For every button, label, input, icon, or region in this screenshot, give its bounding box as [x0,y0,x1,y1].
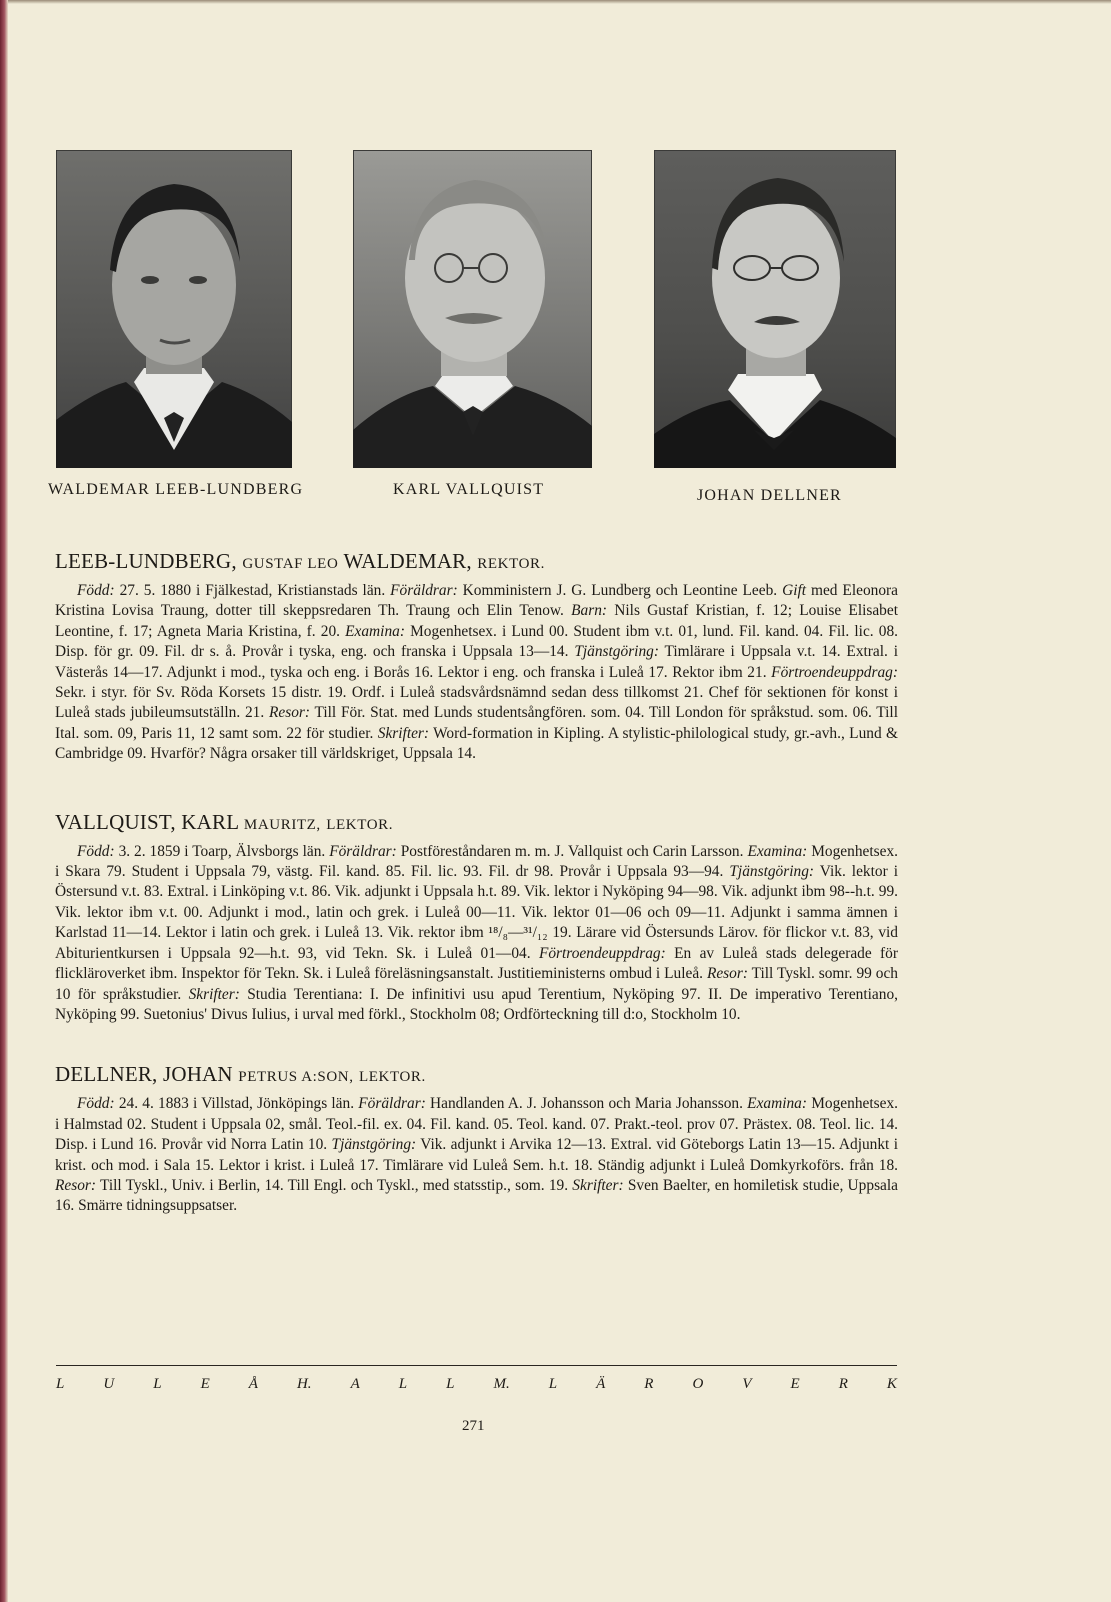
field-label: Tjänstgöring: [574,643,659,661]
entry-heading [55,548,898,577]
running-footer [56,1376,897,1393]
page-binding-edge [0,0,8,1602]
footer-letter: E [200,1376,210,1392]
field-label: Resor: [268,704,311,722]
footer-letter: E [790,1376,800,1392]
footer-letter: K [886,1376,897,1392]
entry-title: LEKTOR. [326,816,394,833]
biography-entry [55,1061,898,1216]
field-label: Född: [77,1095,115,1113]
entry-surname: DELLNER, [55,1062,158,1087]
page-number: 271 [462,1418,485,1434]
footer-letter: A [350,1376,360,1392]
field-label: Tjänstgöring: [331,1136,417,1154]
footer-letter: Å [248,1376,258,1392]
footer-letter: L [548,1376,558,1392]
field-label: Resor: [706,965,748,983]
footer-letter: V [742,1376,752,1392]
biography-entries [55,548,898,1261]
field-label: Resor: [55,1176,97,1194]
footer-rule [56,1365,897,1366]
field-text: Vik. lektor i Östersund v.t. 83. Extral. i Linköping v.t. 86. Vik. adjunkt i Uppsala h.t. 89. Vik. lektor i Nyköping 94—98. Vik. adjunkt ibm 98--h.t. 99. Vik. lektor ibm v.t. 00. Adjunkt i mod., latin och grek. i Luleå 00—11. Vik. lektor 01—06 och 09—11. Adjunkt i samma ämnen i Karlstad 11—14. Lektor i latin och grek. i Luleå 13. Vik. rektor ibm ¹⁸/₈—³¹/₁₂ 19. Lärare vid Östersunds Lärov. för flickor v.t. 83, vid Abiturientkursen i Uppsala 92—h.t. 93, vid Tekn. Sk. i Luleå 01—04. [55,863,898,962]
footer-letter: Ä [596,1376,606,1392]
entry-heading [55,809,898,838]
field-text: Handlanden A. J. Johansson och Maria Johansson. [425,1095,748,1113]
field-text: Mogenhetsex. i Halmstad 02. Student i Uppsala 02, smål. Teol.-fil. ex. 04. Fil. kand. 05. Teol. kand. 07. Prakt.-teol. prov 07. Prästex. 08. Teol. lic. 14. Disp. i Lund 16. Provår vid Norra Latin 10. [55,1095,898,1154]
field-text: med Eleonora Kristina Lovisa Traung, dotter till skeppsredaren Th. Traung och Elin Tenow. [55,582,898,620]
biography-entry [55,809,898,1026]
field-text: Till För. Stat. med Lunds studentsångfören. som. 04. Till London för språkstud. som. 06. Till Ital. som. 09, Paris 11, 12 samt som. 22 för studier. [55,704,898,742]
field-label: Examina: [747,842,808,860]
entry-surname: VALLQUIST, [55,809,176,834]
footer-letter: L [153,1376,162,1392]
field-label: Skrifter: [377,724,430,742]
field-label: Tjänstgöring: [729,863,815,881]
portrait-photo-leeb-lundberg [56,150,292,468]
field-text: Mogenhetsex. i Skara 79. Student i Uppsala 79, västg. Fil. kand. 85. Fil. lic. 93. Fil. dr 98. Provår i Uppsala 93—94. [55,842,898,881]
field-text: Nils Gustaf Kristian, f. 12; Louise Elisabet Leontine, f. 17; Agneta Maria Kristina, f. 20. [55,602,898,640]
field-label: Föräldrar: [390,582,458,599]
entry-title: REKTOR. [477,556,545,572]
entry-body [55,581,898,765]
entry-given-names: KARL [181,809,239,834]
footer-letter: U [103,1376,115,1392]
field-label: Föräldrar: [329,842,397,860]
entry-title: LEKTOR. [359,1069,426,1086]
field-label: Examina: [345,622,405,640]
footer-letter: M. [493,1376,510,1392]
field-text: Komministern J. G. Lundberg och Leontine Leeb. [457,582,783,599]
entry-surname: LEEB-LUNDBERG, [55,549,237,573]
field-text: En av Luleå stads delegerade för flickläroverket ibm. Inspektor för Tekn. Sk. i Luleå föreläsningsanstalt. Justitieministerns ombud i Luleå. [55,944,898,983]
field-text: 27. 5. 1880 i Fjälkestad, Kristianstads län. [114,582,391,599]
portrait-photo-vallquist [353,150,592,468]
field-label: Förtroendeuppdrag: [771,663,898,681]
field-text: Postföreståndaren m. m. J. Vallquist och Carin Larsson. [396,842,748,860]
page-top-edge [0,0,1111,4]
field-text: 24. 4. 1883 i Villstad, Jönköpings län. [114,1095,359,1113]
entry-call-name: PETRUS A:SON, [238,1069,354,1086]
footer-letter: O [692,1376,704,1392]
field-label: Föräldrar: [358,1095,426,1113]
portrait-caption-3: JOHAN DELLNER [697,487,842,504]
entry-given-names: JOHAN [162,1062,233,1087]
field-text: Studia Terentiana: I. De infinitivi usu apud Terentium, Nyköping 97. II. De imperativo Terentiano, Nyköping 99. Suetonius' Divus Iulius, i urval med förkl., Stockholm 08; Ordförteckning till d:o, Stockholm 10. [55,985,898,1023]
footer-letter: H. [296,1376,312,1392]
footer-letter: L [398,1376,408,1392]
entry-body [55,1094,898,1216]
field-text: Sven Baelter, en homiletisk studie, Uppsala 16. Smärre tidningsuppsatser. [55,1176,898,1215]
field-text: Mogenhetsex. i Lund 00. Student ibm v.t. 01, lund. Fil. kand. 04. Fil. lic. 08. Disp. för gr. 09. Fil. dr s. å. Provår i tyska, eng. och franska i Uppsala 13—14. [55,622,898,661]
field-label: Förtroendeuppdrag: [538,944,666,962]
biography-entry [55,548,898,765]
field-text: Vik. adjunkt i Arvika 12—13. Extral. vid Göteborgs Latin 13—15. Adjunkt i krist. och mod. i Sala 15. Lektor i krist. i Luleå 17. Timlärare vid Luleå Sem. h.t. 18. Ständig adjunkt i Luleå Domkyrkoförs. från 18. [55,1136,898,1174]
footer-letter: L [56,1376,65,1392]
field-label: Barn: [571,602,608,620]
portrait-caption-2: KARL VALLQUIST [393,481,545,498]
entry-heading [55,1061,898,1090]
portrait-figure [56,150,292,468]
entry-call-name: MAURITZ, [243,816,321,833]
field-label: Skrifter: [188,985,240,1003]
field-label: Examina: [747,1095,808,1113]
field-text: Till Tyskl., Univ. i Berlin, 14. Till Engl. och Tyskl., med statsstip., som. 19. [96,1176,573,1194]
portrait-figure [353,150,592,468]
field-label: Gift [782,582,807,599]
portrait-figure [654,150,896,468]
entry-given-names: GUSTAF LEO [242,556,339,572]
field-text: 3. 2. 1859 i Toarp, Älvsborgs län. [114,842,330,860]
field-text: Sekr. i styr. för Sv. Röda Korsets 15 distr. 19. Ordf. i Luleå stadsvårdsnämnd sedan dess tillkomst 21. Chef för sektionen för konst i Luleå stads jubileumsutställn. 21. [55,684,898,722]
entry-body [55,842,898,1026]
field-label: Född: [77,582,115,599]
footer-letter: R [644,1376,654,1392]
field-text: Word-formation in Kipling. A stylistic-philological study, gr.-avh., Lund & Cambridge 09. Hvarför? Några orsaker till världskriget, Uppsala 14. [55,724,898,763]
portrait-photo-dellner [654,150,896,468]
field-text: Till Tyskl. somr. 99 och 10 för språkstudier. [55,965,898,1003]
field-label: Skrifter: [572,1176,624,1194]
field-label: Född: [77,842,115,860]
portrait-caption-1: WALDEMAR LEEB-LUNDBERG [48,481,304,498]
footer-letter: L [446,1376,455,1392]
entry-call-name: WALDEMAR, [343,549,472,573]
field-text: Timlärare i Uppsala v.t. 14. Extral. i Västerås 14—17. Adjunkt i mod., tyska och eng. i Borås 16. Lektor i eng. och franska i Luleå 17. Rektor ibm 21. [55,643,898,681]
footer-letter: R [838,1376,848,1392]
